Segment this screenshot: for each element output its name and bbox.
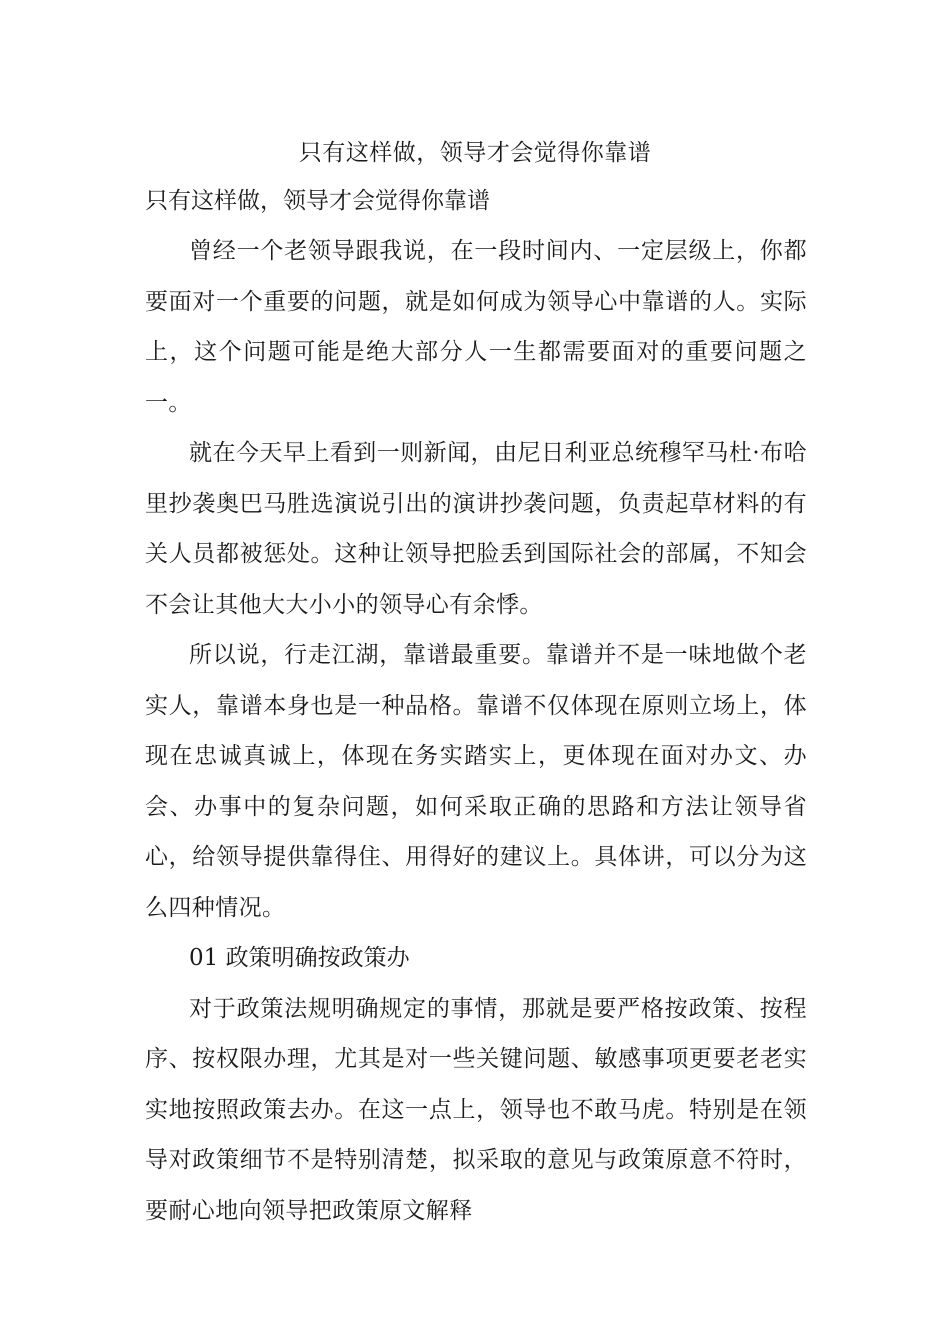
document-title: 只有这样做，领导才会觉得你靠谱 xyxy=(298,140,652,166)
document-body xyxy=(145,179,807,1236)
section-heading: 01 政策明确按政策办 xyxy=(189,945,410,971)
paragraph-1: 曾经一个老领导跟我说，在一段时间内、一定层级上，你都要面对一个重要的问题，就是如何成为领导心中靠谱的人。实际上，这个问题可能是绝大部分人一生都需要面对的重要问题之一。 xyxy=(145,238,807,416)
paragraph-3: 所以说，行走江湖，靠谱最重要。靠谱并不是一味地做个老实人，靠谱本身也是一种品格。靠谱不仅体现在原则立场上，体现在忠诚真诚上，体现在务实踏实上，更体现在面对办文、办会、办事中的复杂问题，如何采取正确的思路和方法让领导省心，给领导提供靠得住、用得好的建议上。具体讲，可以分为这么四种情况。 xyxy=(145,642,807,921)
section-paragraph: 对于政策法规明确规定的事情，那就是要严格按政策、按程序、按权限办理，尤其是对一些关键问题、敏感事项更要老老实实地按照政策去办。在这一点上，领导也不敢马虎。特别是在领导对政策细节不是特别清楚，拟采取的意见与政策原意不符时，要耐心地向领导把政策原文解释 xyxy=(145,995,807,1224)
paragraph-2: 就在今天早上看到一则新闻，由尼日利亚总统穆罕马杜·布哈里抄袭奥巴马胜选演说引出的演讲抄袭问题，负责起草材料的有关人员都被惩处。这种让领导把脸丢到国际社会的部属，不知会不会让其他大大小小的领导心有余悸。 xyxy=(145,440,807,618)
document-subtitle: 只有这样做，领导才会觉得你靠谱 xyxy=(145,188,490,214)
